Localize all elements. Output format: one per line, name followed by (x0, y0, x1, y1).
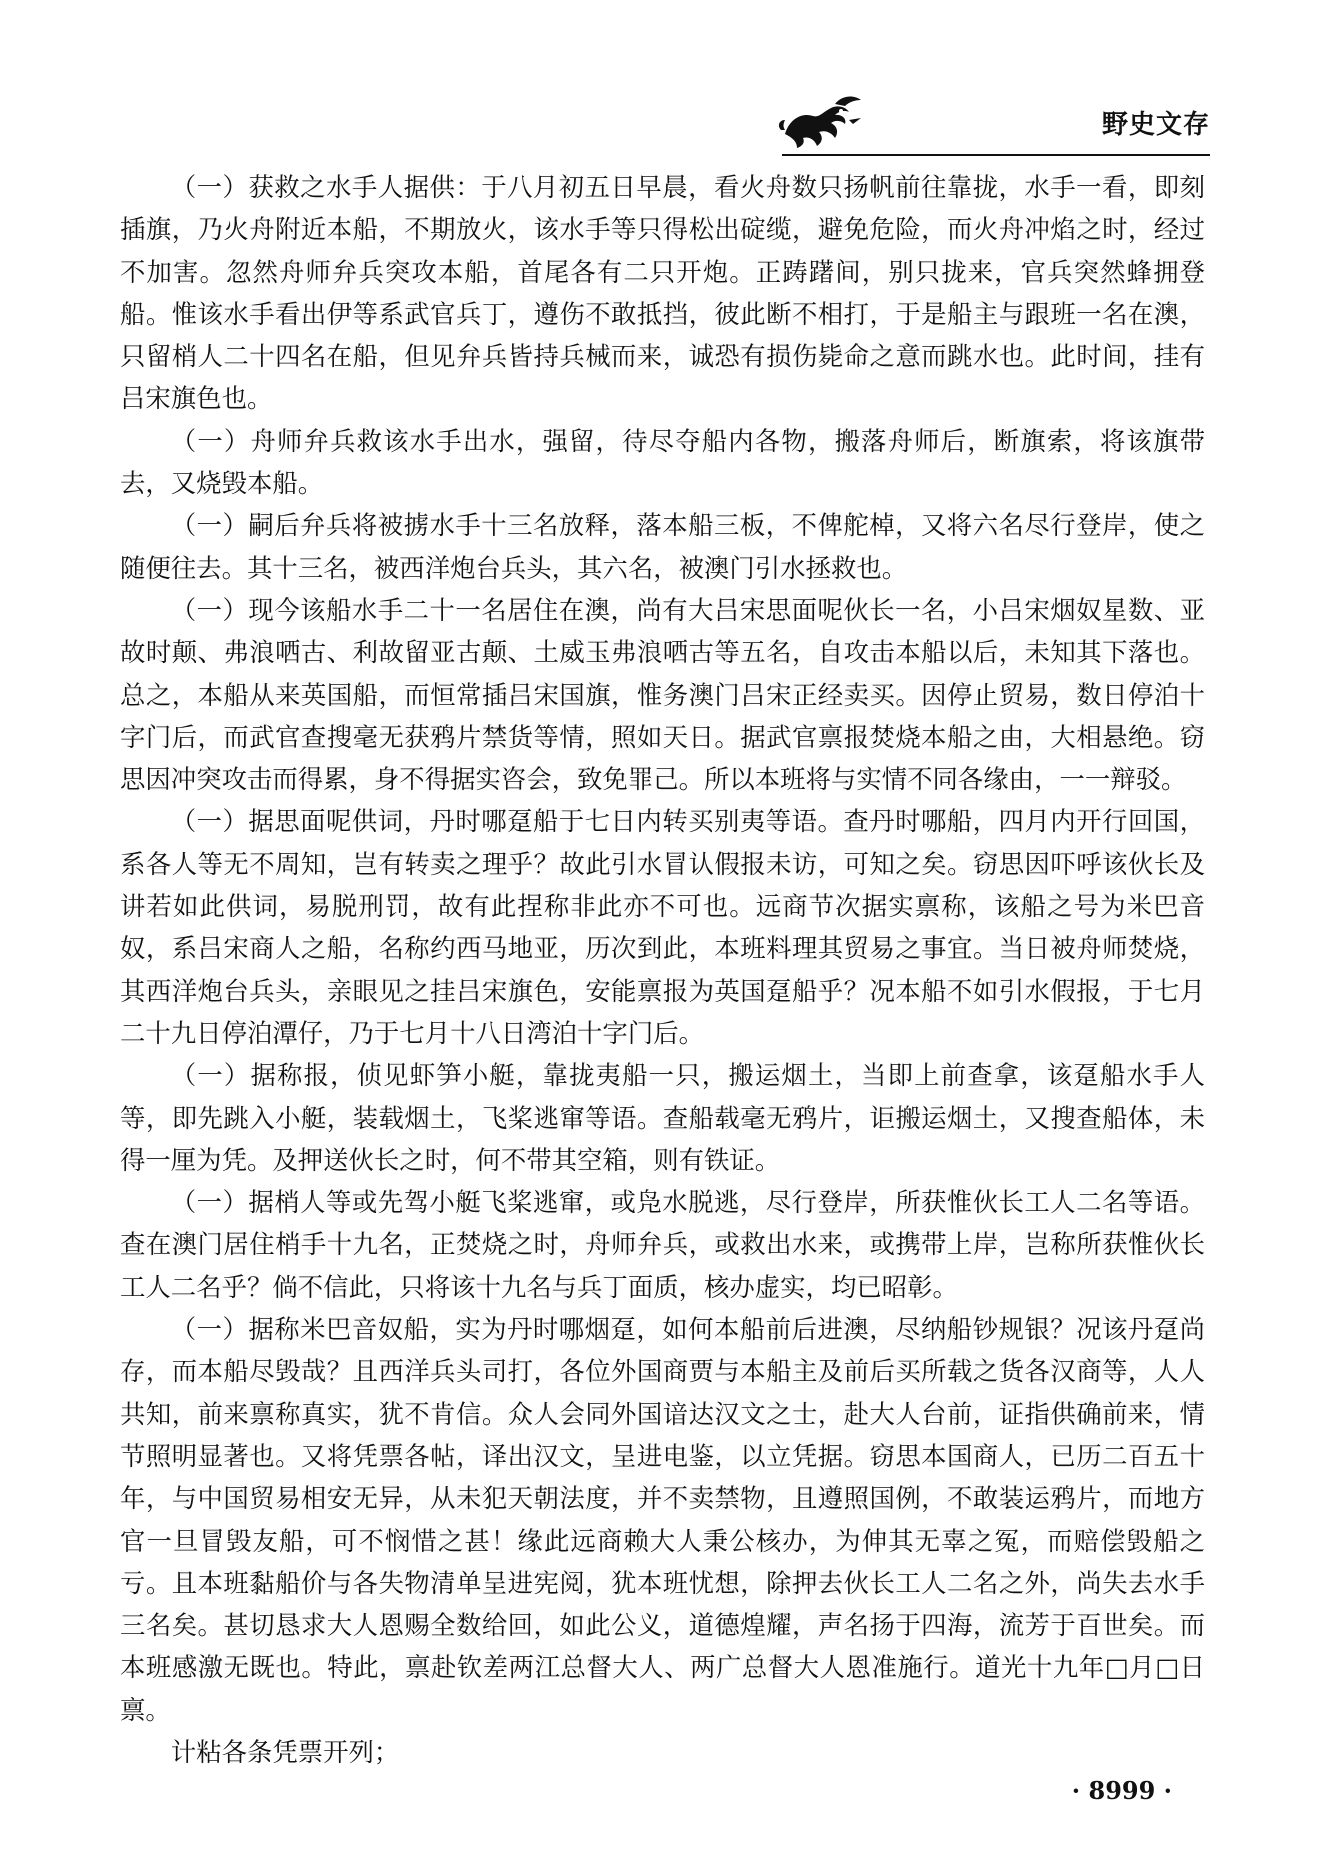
paragraph: （一）据思面呢供词，丹时哪趸船于七日内转买别夷等语。查丹时哪船，四月内开行回国，系各人等无不周知，岂有转卖之理乎？故此引水冒认假报未访，可知之矣。窃思因吓呼该伙长及讲若如此供词，易脱刑罚，故有此捏称非此亦不可也。远商节次据实禀称，该船之号为米巴音奴，系吕宋商人之船，名称约西马地亚，历次到此，本班料理其贸易之事宜。当日被舟师焚烧，其西洋炮台兵头，亲眼见之挂吕宋旗色，安能禀报为英国趸船乎？况本船不如引水假报，于七月二十九日停泊潭仔，乃于七月十八日湾泊十字门后。 (120, 806, 1205, 1048)
page-number: · 8999 · (1071, 1776, 1172, 1805)
paragraph: （一）现今该船水手二十一名居住在澳，尚有大吕宋思面呢伙长一名，小吕宋烟奴星数、亚故时颠、弗浪哂古、利故留亚古颠、土威玉弗浪哂古等五名，自攻击本船以后，未知其下落也。总之，本船从来英国船，而恒常插吕宋国旗，惟务澳门吕宋正经卖买。因停止贸易，数日停泊十字门后，而武官查搜毫无获鸦片禁货等情，照如天日。据武官禀报焚烧本船之由，大相悬绝。窃思因冲突攻击而得累，身不得据实咨会，致免罪己。所以本班将与实情不同各缘由，一一辩驳。 (120, 594, 1205, 795)
document-body (120, 166, 1205, 1773)
paragraph: （一）据称报，侦见虾笋小艇，靠拢夷船一只，搬运烟土，当即上前查拿，该趸船水手人等，即先跳入小艇，装载烟土，飞桨逃窜等语。查船载毫无鸦片，讵搬运烟土，又搜查船体，未得一厘为凭。及押送伙长之时，何不带其空箱，则有铁证。 (120, 1060, 1205, 1175)
page-header-title: 野史文存 (1101, 110, 1210, 140)
paragraph: （一）据梢人等或先驾小艇飞桨逃窜，或凫水脱逃，尽行登岸，所获惟伙长工人二名等语。查在澳门居住梢手十九名，正焚烧之时，舟师弁兵，或救出水来，或携带上岸，岂称所获惟伙长工人二名乎？倘不信此，只将该十九名与兵丁面质，核办虚实，均已昭彰。 (120, 1187, 1205, 1302)
dragon-icon (775, 90, 867, 152)
paragraph: （一）据称米巴音奴船，实为丹时哪烟趸，如何本船前后进澳，尽纳船钞规银？况该丹趸尚存，而本船尽毁哉？且西洋兵头司打，各位外国商贾与本船主及前后买所载之货各汉商等，人人共知，前来禀称真实，犹不肯信。众人会同外国谙达汉文之士，赴大人台前，证指供确前来，情节照明显著也。又将凭票各帖，译出汉文，呈进电鉴，以立凭据。窃思本国商人，已历二百五十年，与中国贸易相安无异，从未犯天朝法度，并不卖禁物，且遵照国例，不敢装运鸦片，而地方官一旦冒毁友船，可不悯惜之甚！缘此远商赖大人秉公核办，为伸其无辜之冤，而赔偿毁船之亏。且本班黏船价与各失物清单呈进宪阅，犹本班忧想，除押去伙长工人二名之外，尚失去水手三名矣。甚切恳求大人恩赐全数给回，如此公义，道德煌耀，声名扬于四海，流芳于百世矣。而本班感激无既也。特此，禀赴钦差两江总督大人、两广总督大人恩准施行。道光十九年□月□日禀。 (120, 1314, 1205, 1725)
paragraph: （一）舟师弁兵救该水手出水，强留，待尽夺船内各物，搬落舟师后，断旗索，将该旗带去，又烧毁本船。 (120, 425, 1205, 499)
header-divider (782, 154, 1210, 156)
paragraph: （一）嗣后弁兵将被掳水手十三名放释，落本船三板，不俾舵棹，又将六名尽行登岸，使之随便往去。其十三名，被西洋炮台兵头，其六名，被澳门引水拯救也。 (120, 510, 1205, 583)
page-header (775, 90, 1220, 152)
paragraph: 计粘各条凭票开列； (170, 1736, 400, 1767)
paragraph: （一）获救之水手人据供：于八月初五日早晨，看火舟数只扬帆前往靠拢，水手一看，即刻插旗，乃火舟附近本船，不期放火，该水手等只得松出碇缆，避免危险，而火舟冲焰之时，经过不加害。忽然舟师弁兵突攻本船，首尾各有二只开炮。正踌躇间，别只拢来，官兵突然蜂拥登船。惟该水手看出伊等系武官兵丁，遵伤不敢抵挡，彼此断不相打，于是船主与跟班一名在澳，只留梢人二十四名在船，但见弁兵皆持兵械而来，诚恐有损伤毙命之意而跳水也。此时间，挂有吕宋旗色也。 (120, 172, 1205, 414)
